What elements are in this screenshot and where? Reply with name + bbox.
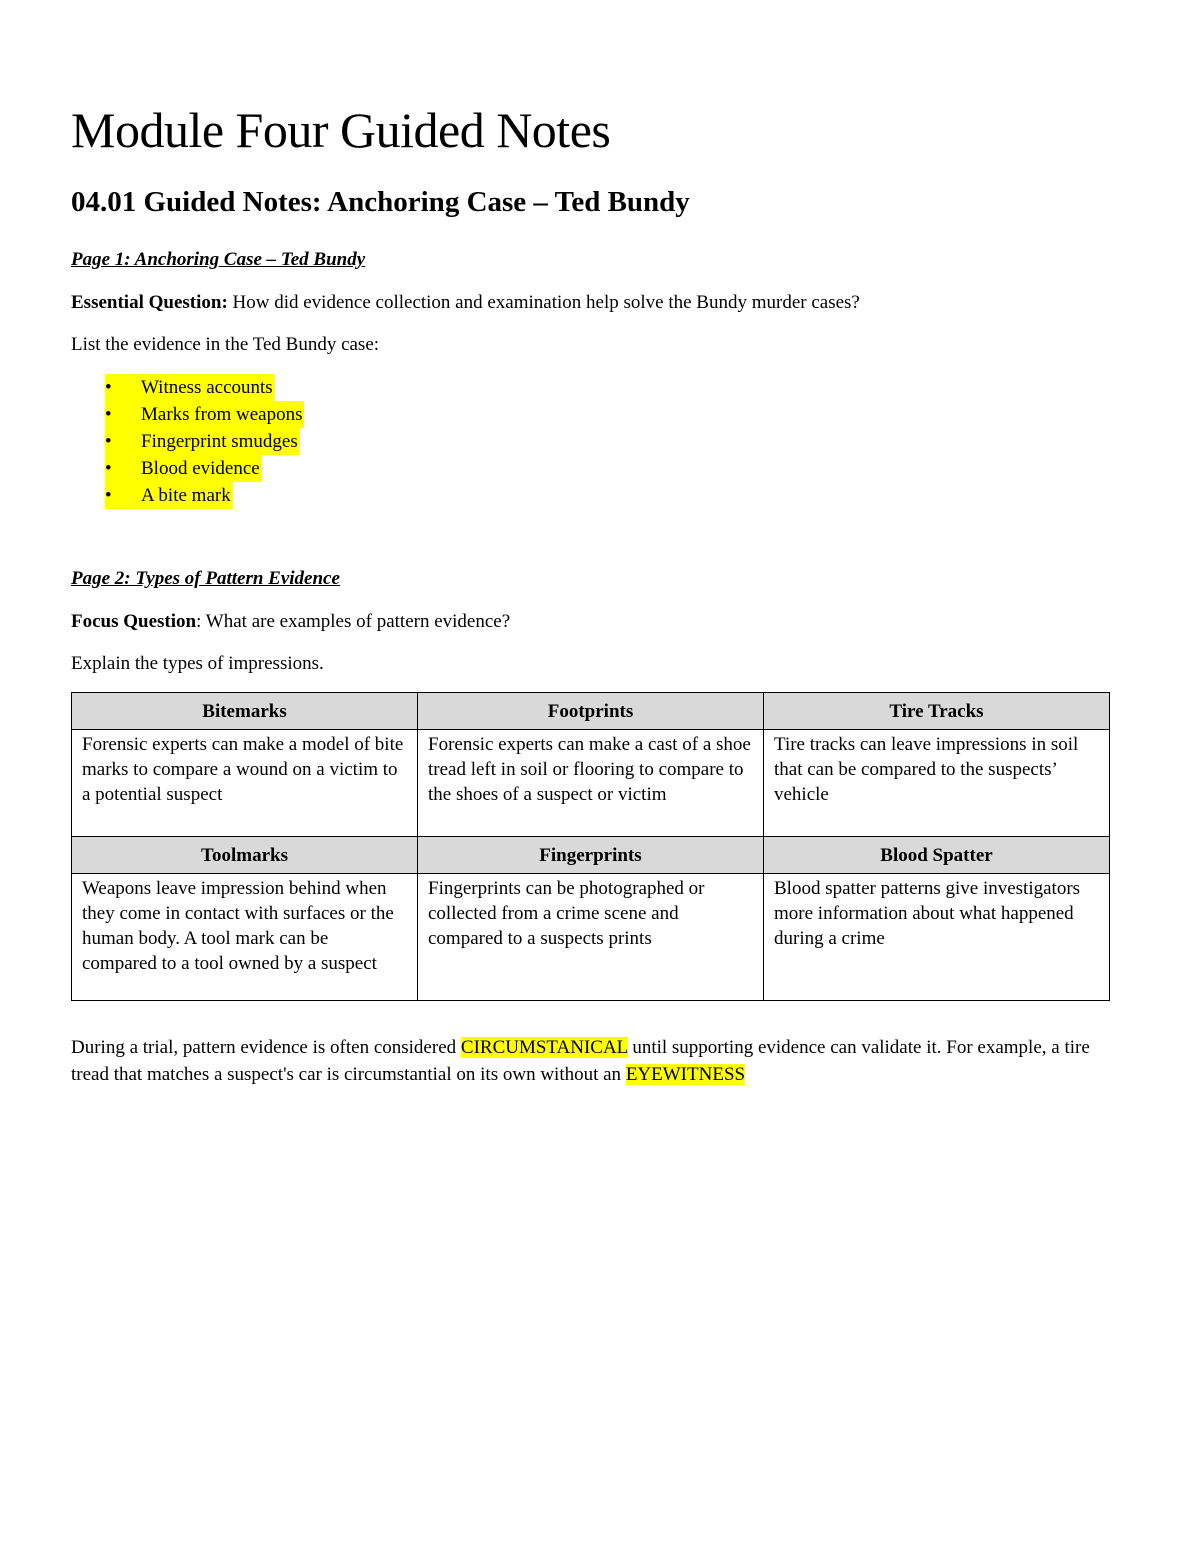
list-item <box>105 455 304 482</box>
highlighted-answer-circumstantial: CIRCUMSTANICAL <box>460 1037 628 1058</box>
highlighted-answer <box>105 455 262 482</box>
closing-text: During a trial, pattern evidence is often considered <box>71 1037 461 1058</box>
bullet-icon: • <box>105 431 112 452</box>
evidence-list-prompt: List the evidence in the Ted Bundy case: <box>71 334 380 355</box>
page2-heading: Page 2: Types of Pattern Evidence <box>71 568 340 589</box>
column-header: Bitemarks <box>72 693 418 730</box>
focus-question <box>71 609 510 635</box>
evidence-item-text: A bite mark <box>141 485 231 506</box>
highlighted-answer <box>105 374 275 401</box>
table-cell: Tire tracks can leave impressions in soil that can be compared to the suspects’ vehicle <box>764 730 1110 837</box>
table-row <box>72 730 1110 837</box>
highlighted-answer <box>105 482 233 509</box>
essential-question-label: Essential Question: <box>71 292 228 313</box>
list-item <box>105 482 304 509</box>
table-header-row <box>72 693 1110 730</box>
evidence-list <box>105 374 304 509</box>
evidence-item-text: Witness accounts <box>141 377 273 398</box>
table-cell: Blood spatter patterns give investigators more information about what happened during a crime <box>764 874 1110 1001</box>
impressions-table <box>71 692 1110 1001</box>
focus-question-label: Focus Question <box>71 611 197 632</box>
table-header-row <box>72 837 1110 874</box>
evidence-item-text: Blood evidence <box>141 458 260 479</box>
closing-text: until supporting evidence can validate it. For example, a tire tread that matches a suspect's car is circumstantial on its own without an <box>71 1037 1090 1085</box>
list-item <box>105 401 304 428</box>
bullet-icon: • <box>105 485 112 506</box>
table-cell: Forensic experts can make a model of bite marks to compare a wound on a victim to a potential suspect <box>72 730 418 837</box>
column-header: Blood Spatter <box>764 837 1110 874</box>
essential-question-text: How did evidence collection and examination help solve the Bundy murder cases? <box>227 292 860 313</box>
closing-paragraph <box>71 1034 1111 1088</box>
evidence-item-text: Fingerprint smudges <box>141 431 298 452</box>
column-header: Fingerprints <box>418 837 764 874</box>
bullet-icon: • <box>105 377 112 398</box>
bullet-icon: • <box>105 458 112 479</box>
highlighted-answer <box>105 428 300 455</box>
table-cell: Forensic experts can make a cast of a shoe tread left in soil or flooring to compare to the shoes of a suspect or victim <box>418 730 764 837</box>
evidence-item-text: Marks from weapons <box>141 404 303 425</box>
list-item <box>105 428 304 455</box>
document-subtitle: 04.01 Guided Notes: Anchoring Case – Ted Bundy <box>71 186 690 218</box>
table-cell: Weapons leave impression behind when they come in contact with surfaces or the human body. A tool mark can be compared to a tool owned by a suspect <box>72 874 418 1001</box>
highlighted-answer-eyewitness: EYEWITNESS <box>625 1064 746 1085</box>
highlighted-answer <box>105 401 304 428</box>
column-header: Footprints <box>418 693 764 730</box>
column-header: Tire Tracks <box>764 693 1110 730</box>
impressions-prompt: Explain the types of impressions. <box>71 653 324 674</box>
column-header: Toolmarks <box>72 837 418 874</box>
document-title: Module Four Guided Notes <box>71 102 611 158</box>
bullet-icon: • <box>105 404 112 425</box>
focus-question-text: : What are examples of pattern evidence? <box>196 611 511 632</box>
list-item <box>105 374 304 401</box>
table-row <box>72 874 1110 1001</box>
page1-heading: Page 1: Anchoring Case – Ted Bundy <box>71 249 366 270</box>
essential-question <box>71 290 860 316</box>
table-cell: Fingerprints can be photographed or collected from a crime scene and compared to a suspects prints <box>418 874 764 1001</box>
